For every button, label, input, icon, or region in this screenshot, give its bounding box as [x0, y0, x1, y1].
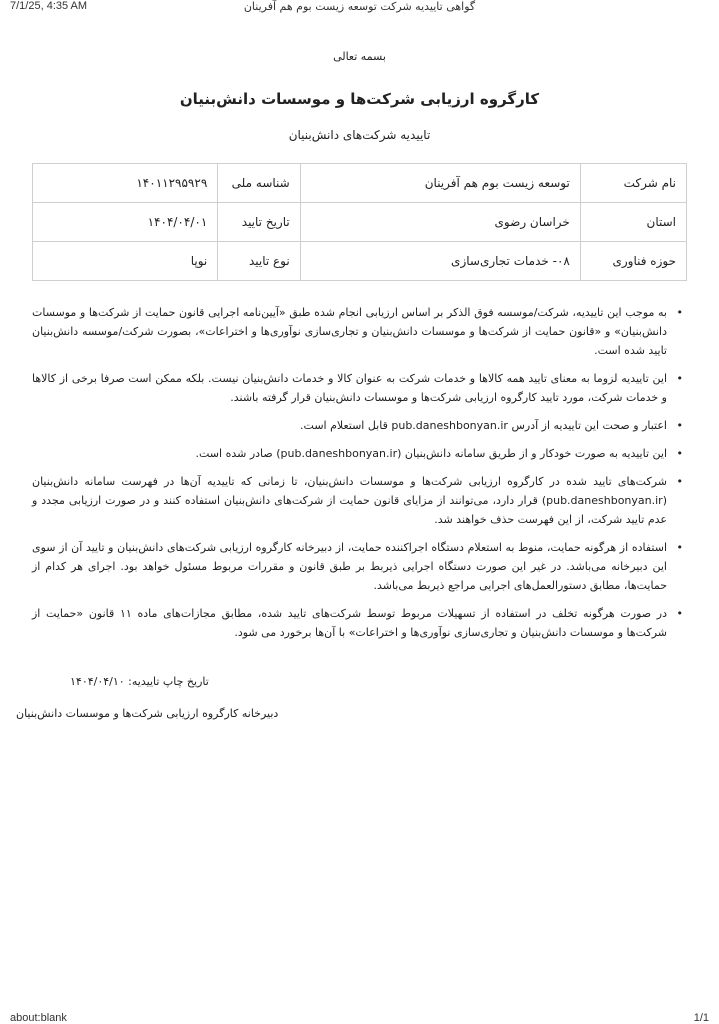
tech-field-label: حوزه فناوری [580, 242, 686, 281]
print-url: about:blank [10, 1012, 67, 1024]
bullet-icon: • [676, 306, 683, 319]
list-item [32, 604, 687, 642]
table-row [33, 203, 687, 242]
bismillah-heading: بسمه تعالی [333, 50, 386, 63]
list-item-text: اعتبار و صحت این تاییدیه از آدرس pub.daneshbonyan.ir قابل استعلام است. [300, 419, 667, 432]
list-item [32, 472, 687, 529]
bullet-icon: • [676, 475, 683, 488]
company-name-label: نام شرکت [580, 164, 686, 203]
print-date: تاریخ چاپ تاییدیه: ۱۴۰۴/۰۴/۱۰ [70, 675, 209, 688]
list-item-text: این تاییدیه لزوما به معنای تایید همه کالاها و خدمات شرکت به عنوان کالا و خدمات دانش‌بنیان نیست. بلکه ممکن است صرفا برخی از کالاها و خدمات شرکت، مورد تایید کارگروه ارزیابی شرکت‌ها و موسسات دانش‌بنیان قرار گرفته باشند. [32, 372, 667, 404]
terms-list [32, 303, 687, 642]
national-id-label: شناسه ملی [218, 164, 300, 203]
approval-date-value: ۱۴۰۴/۰۴/۰۱ [33, 203, 218, 242]
bullet-icon: • [676, 607, 683, 620]
print-datetime: 7/1/25, 4:35 AM [10, 0, 88, 12]
approval-date-label: تاریخ تایید [218, 203, 300, 242]
table-row [33, 164, 687, 203]
list-item-text: به موجب این تاییدیه، شرکت/موسسه فوق الذکر بر اساس ارزیابی انجام شده طبق «آیین‌نامه اجرایی قانون حمایت از شرکت‌ها و موسسات دانش‌بنیان» و «قانون حمایت از شرکت‌ها و موسسات دانش‌بنیان و تجاری‌سازی نوآوری‌ها و اختراعات»، بصورت شرکت/موسسه دانش‌بنیان تایید شده است. [32, 306, 667, 357]
list-item [32, 369, 687, 407]
province-label: استان [580, 203, 686, 242]
bullet-icon: • [676, 372, 683, 385]
list-item-text: در صورت هرگونه تخلف در استفاده از تسهیلات مربوط توسط شرکت‌های تایید شده، مطابق مجازات‌های ماده ۱۱ قانون «حمایت از شرکت‌ها و موسسات دانش‌بنیان و تجاری‌سازی نوآوری‌ها و اختراعات» با آن‌ها برخورد می شود. [32, 607, 667, 639]
province-value: خراسان رضوی [300, 203, 580, 242]
approval-type-label: نوع تایید [218, 242, 300, 281]
bullet-icon: • [676, 447, 683, 460]
page-title: کارگروه ارزیابی شرکت‌ها و موسسات دانش‌بنیان [179, 90, 540, 108]
page-number: 1/1 [693, 1012, 709, 1024]
list-item [32, 416, 687, 435]
bullet-icon: • [676, 419, 683, 432]
national-id-value: ۱۴۰۱۱۲۹۵۹۲۹ [33, 164, 218, 203]
list-item-text: استفاده از هرگونه حمایت، منوط به استعلام دستگاه اجراکننده حمایت، از دبیرخانه کارگروه ارزیابی شرکت‌های دانش‌بنیان و تایید آن از سوی این دبیرخانه می‌باشد. در غیر این صورت دستگاه اجرایی ذیربط بر طبق قانون و مقررات مربوط مسئول خواهد بود. اجرای هر کدام از حمایت‌ها، مطابق دستورالعمل‌های اجرایی مراجع ذیربط می‌باشد. [32, 541, 667, 592]
print-page-title: گواهی تاییدیه شرکت توسعه زیست بوم هم آفرینان [243, 0, 476, 13]
list-item-text: شرکت‌های تایید شده در کارگروه ارزیابی شرکت‌ها و موسسات دانش‌بنیان، تا زمانی که تاییدیه آن‌ها در فهرست سامانه دانش‌بنیان (pub.daneshbonyan.ir) قرار دارد، می‌توانند از مزایای قانون حمایت از شرکت‌های دانش‌بنیان استفاده کنند و در صورت ارزیابی مجدد و عدم تایید شرکت، از این فهرست حذف خواهند شد. [32, 475, 667, 526]
tech-field-value: ۰۸- خدمات تجاری‌سازی [300, 242, 580, 281]
company-name-value: توسعه زیست بوم هم آفرینان [300, 164, 580, 203]
list-item-text: این تاییدیه به صورت خودکار و از طریق سامانه دانش‌بنیان (pub.daneshbonyan.ir) صادر شده است. [195, 447, 667, 460]
company-info-table [32, 163, 687, 281]
bullet-icon: • [676, 541, 683, 554]
approval-type-value: نوپا [33, 242, 218, 281]
list-item [32, 444, 687, 463]
list-item [32, 303, 687, 360]
list-item [32, 538, 687, 595]
page-subtitle: تاییدیه شرکت‌های دانش‌بنیان [288, 128, 431, 142]
table-row [33, 242, 687, 281]
certificate-document [32, 42, 687, 651]
secretariat-signature: دبیرخانه کارگروه ارزیابی شرکت‌ها و موسسات دانش‌بنیان [16, 707, 279, 720]
